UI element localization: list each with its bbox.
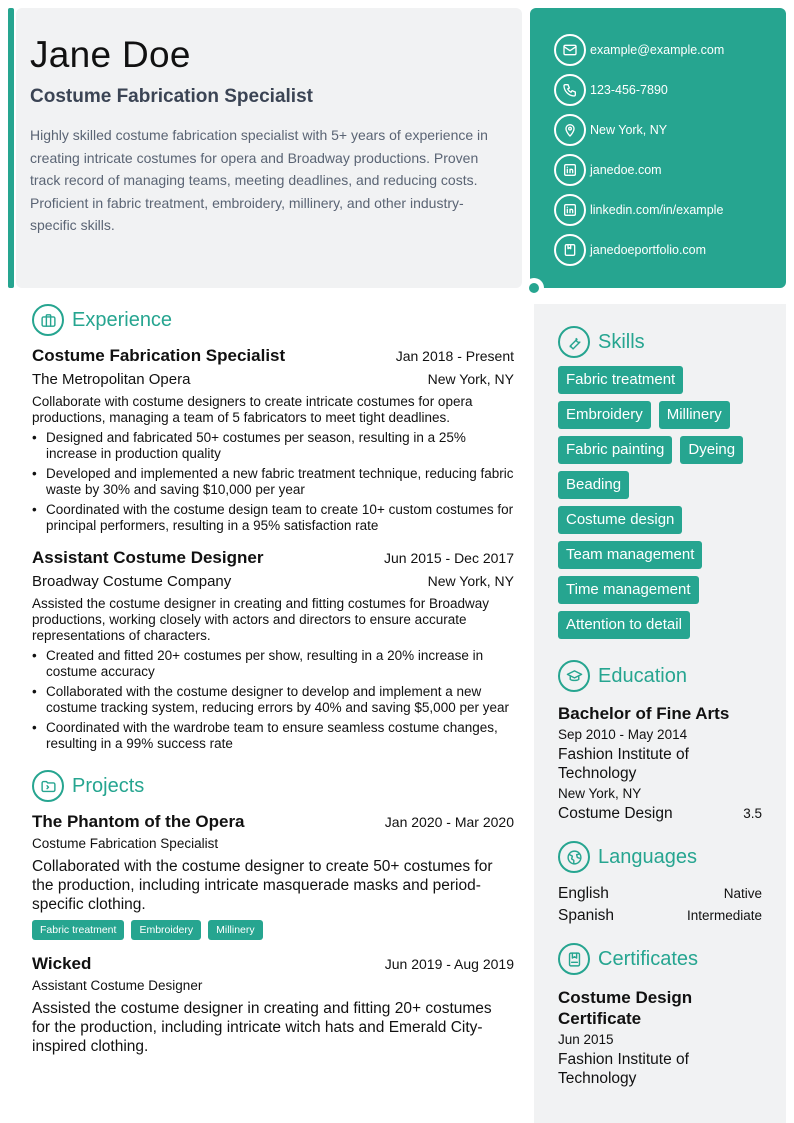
language-level: Native <box>723 886 762 901</box>
education-field: Costume Design <box>558 805 673 822</box>
job-description: Assisted the costume designer in creating and fitting costumes for Broadway productions, working closely with actors and directors to ensure accurate representations of characters. <box>32 596 489 643</box>
project-description: Collaborated with the costume designer to create 50+ costumes for the production, including intricate masquerade masks and period-specific clothing. <box>32 858 493 913</box>
project-entry <box>32 954 514 1056</box>
header-connector-dot <box>524 278 544 298</box>
project-entry <box>32 812 514 940</box>
skill-tag: Attention to detail <box>558 611 690 639</box>
certificate-icon <box>558 943 590 975</box>
skill-tag: Dyeing <box>680 436 743 464</box>
contact-website-text: janedoe.com <box>590 163 662 177</box>
skill-tag: Team management <box>558 541 702 569</box>
project-dates: Jun 2019 - Aug 2019 <box>384 956 514 972</box>
job-bullet: • Developed and implemented a new fabric treatment technique, reducing fabric waste by 30% and saving $10,000 per year <box>32 466 514 498</box>
graduation-cap-icon <box>558 660 590 692</box>
skills-list <box>558 366 762 646</box>
experience-title: Experience <box>72 308 173 331</box>
contact-portfolio[interactable] <box>554 230 786 270</box>
main-column <box>32 304 514 1056</box>
language-name: Spanish <box>558 907 615 924</box>
skill-tag: Costume design <box>558 506 682 534</box>
candidate-title: Costume Fabrication Specialist <box>30 86 313 107</box>
contact-website[interactable] <box>554 150 786 190</box>
project-tags <box>32 920 514 940</box>
sidebar <box>534 304 786 1123</box>
contact-email-text: example@example.com <box>590 43 725 57</box>
skills-title: Skills <box>598 330 645 353</box>
contact-panel <box>530 8 786 288</box>
candidate-name: Jane Doe <box>30 34 191 75</box>
contact-portfolio-text: janedoeportfolio.com <box>590 243 707 257</box>
job-bullet: • Coordinated with the costume design team to create 10+ custom costumes for principal performers, resulting in a 95% satisfaction rate <box>32 502 514 534</box>
education-gpa: 3.5 <box>743 806 762 821</box>
job-dates: Jan 2018 - Present <box>395 348 514 364</box>
contact-phone-text: 123-456-7890 <box>590 83 668 97</box>
briefcase-icon <box>32 304 64 336</box>
skill-tag: Fabric painting <box>558 436 672 464</box>
certificate-name: Costume Design Certificate <box>558 988 693 1028</box>
education-heading <box>558 660 762 692</box>
skill-tag: Embroidery <box>558 401 651 429</box>
skills-heading <box>558 326 762 358</box>
contact-email[interactable] <box>554 30 786 70</box>
project-title: The Phantom of the Opera <box>32 812 245 831</box>
email-icon <box>554 34 586 66</box>
project-title: Wicked <box>32 954 92 973</box>
job-bullet: • Collaborated with the costume designer to develop and implement a new costume tracking system, reducing errors by 40% and saving $5,000 per year <box>32 684 514 716</box>
project-tag: Millinery <box>208 920 263 940</box>
contact-location <box>554 110 786 150</box>
certificate-issuer: Fashion Institute of Technology <box>558 1051 689 1087</box>
job-entry <box>32 548 514 752</box>
contact-phone[interactable] <box>554 70 786 110</box>
project-tag: Embroidery <box>131 920 201 940</box>
projects-heading <box>32 770 514 802</box>
header-panel <box>16 8 522 288</box>
job-company: The Metropolitan Opera <box>32 371 191 388</box>
projects-title: Projects <box>72 774 145 797</box>
folder-icon <box>32 770 64 802</box>
header-accent-bar <box>8 8 14 288</box>
language-name: English <box>558 885 609 902</box>
project-tag: Fabric treatment <box>32 920 124 940</box>
education-location: New York, NY <box>558 786 642 801</box>
contact-linkedin-text: linkedin.com/in/example <box>590 203 724 217</box>
job-bullets <box>32 430 514 534</box>
project-description: Assisted the costume designer in creating and fitting 20+ costumes for the production, including intricate witch hats and Emerald City-inspired clothing. <box>32 1000 492 1055</box>
job-bullet: • Designed and fabricated 50+ costumes per season, resulting in a 25% increase in production quality <box>32 430 514 462</box>
job-bullet: • Created and fitted 20+ costumes per show, resulting in a 20% increase in costume accuracy <box>32 648 514 680</box>
project-dates: Jan 2020 - Mar 2020 <box>384 814 514 830</box>
summary: Highly skilled costume fabrication specialist with 5+ years of experience in creating intricate costumes for opera and Broadway productions. Proven track record of managing teams, meeting deadlines, and reducing costs. Proficient in fabric treatment, embroidery, millinery, and other industry-specific skills. <box>30 127 488 234</box>
location-icon <box>554 114 586 146</box>
linkedin-icon <box>554 154 586 186</box>
job-location: New York, NY <box>427 371 514 387</box>
education-title: Education <box>598 664 687 687</box>
language-level: Intermediate <box>686 908 762 923</box>
job-location: New York, NY <box>427 573 514 589</box>
job-company: Broadway Costume Company <box>32 573 232 590</box>
wrench-icon <box>558 326 590 358</box>
portfolio-icon <box>554 234 586 266</box>
job-title: Assistant Costume Designer <box>32 548 264 567</box>
globe-icon <box>558 841 590 873</box>
project-role: Assistant Costume Designer <box>32 978 203 993</box>
job-bullet: • Coordinated with the wardrobe team to ensure seamless costume changes, resulting in a 99% success rate <box>32 720 514 752</box>
skill-tag: Fabric treatment <box>558 366 683 394</box>
job-entry <box>32 346 514 534</box>
job-bullets <box>32 648 514 752</box>
phone-icon <box>554 74 586 106</box>
job-dates: Jun 2015 - Dec 2017 <box>384 550 514 566</box>
languages-title: Languages <box>598 845 697 868</box>
skill-tag: Time management <box>558 576 699 604</box>
experience-heading <box>32 304 514 336</box>
job-title: Costume Fabrication Specialist <box>32 346 286 365</box>
education-degree: Bachelor of Fine Arts <box>558 704 730 723</box>
education-dates: Sep 2010 - May 2014 <box>558 727 688 742</box>
contact-location-text: New York, NY <box>590 123 668 137</box>
contact-linkedin[interactable] <box>554 190 786 230</box>
project-role: Costume Fabrication Specialist <box>32 836 219 851</box>
job-description: Collaborate with costume designers to create intricate costumes for opera productions, managing a team of 5 fabricators to meet tight deadlines. <box>32 394 473 425</box>
certificates-title: Certificates <box>598 947 699 970</box>
education-school: Fashion Institute of Technology <box>558 746 689 782</box>
skill-tag: Beading <box>558 471 629 499</box>
languages-heading <box>558 841 762 873</box>
certificate-date: Jun 2015 <box>558 1032 614 1047</box>
linkedin-icon <box>554 194 586 226</box>
skill-tag: Millinery <box>659 401 730 429</box>
certificates-heading <box>558 943 762 975</box>
